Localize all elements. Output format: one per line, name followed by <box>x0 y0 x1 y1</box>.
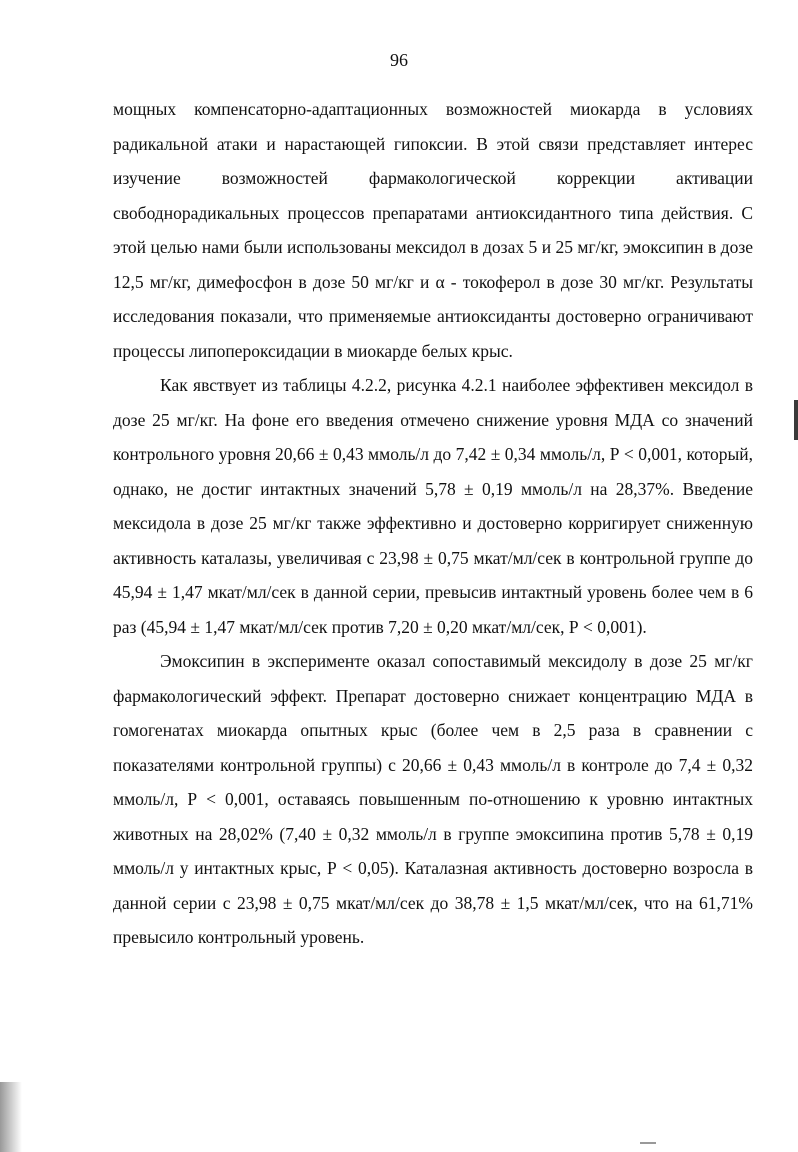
document-body <box>113 92 753 955</box>
scan-edge-mark <box>794 400 798 440</box>
scan-shadow <box>0 1082 22 1152</box>
paragraph-emoxipin: Эмоксипин в эксперименте оказал сопоставимый мексидолу в дозе 25 мг/кг фармакологический эффект. Препарат достоверно снижает концентрацию МДА в гомогенатах миокарда опытных крыс (более чем в 2,5 раза в сравнении с показателями контрольной группы) с 20,66 ± 0,43 ммоль/л в контроле до 7,4 ± 0,32 ммоль/л, Р < 0,001, оставаясь повышенным по-отношению к уровню интактных животных на 28,02% (7,40 ± 0,32 ммоль/л в группе эмоксипина против 5,78 ± 0,19 ммоль/л у интактных крыс, Р < 0,05). Каталазная активность достоверно возросла в данной серии с 23,98 ± 0,75 мкат/мл/сек до 38,78 ± 1,5 мкат/мл/сек, что на 61,71% превысило контрольный уровень. <box>113 651 753 947</box>
paragraph-mexidol: Как явствует из таблицы 4.2.2, рисунка 4.2.1 наиболее эффективен мексидол в дозе 25 мг/кг. На фоне его введения отмечено снижение уровня МДА со значений контрольного уровня 20,66 ± 0,43 ммоль/л до 7,42 ± 0,34 ммоль/л, Р < 0,001, который, однако, не достиг интактных значений 5,78 ± 0,19 ммоль/л на 28,37%. Введение мексидола в дозе 25 мг/кг также эффективно и достоверно корригирует сниженную активность каталазы, увеличивая с 23,98 ± 0,75 мкат/мл/сек в контрольной группе до 45,94 ± 1,47 мкат/мл/сек в данной серии, превысив интактный уровень более чем в 6 раз (45,94 ± 1,47 мкат/мл/сек против 7,20 ± 0,20 мкат/мл/сек, Р < 0,001). <box>113 375 753 637</box>
paragraph-continuation: мощных компенсаторно-адаптационных возможностей миокарда в условиях радикальной атаки и нарастающей гипоксии. В этой связи представляет интерес изучение возможностей фармакологической коррекции активации свободнорадикальных процессов препаратами антиоксидантного типа действия. С этой целью нами были использованы мексидол в дозах 5 и 25 мг/кг, эмоксипин в дозе 12,5 мг/кг, димефосфон в дозе 50 мг/кг и α - токоферол в дозе 30 мг/кг. Результаты исследования показали, что применяемые антиоксиданты достоверно ограничивают процессы липопероксидации в миокарде белых крыс. <box>113 99 753 361</box>
page-number: 96 <box>390 50 408 70</box>
scan-dash-mark <box>640 1142 656 1144</box>
